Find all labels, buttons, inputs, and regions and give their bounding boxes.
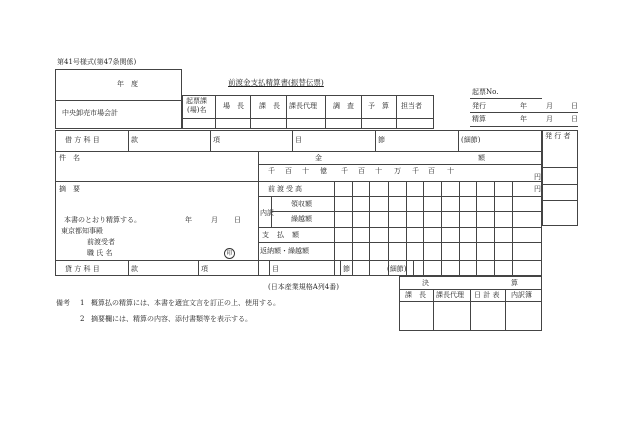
- settle-month: 月: [546, 115, 553, 123]
- digit-5: 千: [341, 167, 348, 175]
- collection-label: 領収額: [291, 200, 312, 208]
- certification-day: 日: [234, 216, 241, 224]
- paper-spec: (日本産業規格A列4番): [268, 283, 339, 291]
- drafter-label-1: 起票課: [186, 97, 207, 105]
- issuer-box: [542, 130, 578, 226]
- approval-deputy: 課長代理: [289, 102, 317, 110]
- amount-label: 金: [315, 154, 322, 162]
- credit-clause: 節: [343, 265, 350, 273]
- org-name: 中央卸売市場会計: [62, 109, 118, 117]
- digit-7: 十: [375, 167, 382, 175]
- digit-1: 千: [268, 167, 275, 175]
- debit-label: 借 方 科 目: [65, 136, 100, 144]
- debit-item: 項: [213, 136, 220, 144]
- certification-month: 月: [211, 216, 218, 224]
- settle-day: 日: [571, 115, 578, 123]
- digit-3: 十: [302, 167, 309, 175]
- digit-4: 億: [320, 167, 327, 175]
- digit-9: 千: [412, 167, 419, 175]
- debit-detail: (細節): [461, 136, 481, 144]
- note-2-text: 摘要欄には、精算の内容、添付書類等を表示する。: [91, 315, 252, 323]
- return-carry-label: 返納額・繰越額: [260, 247, 309, 255]
- digit-11: 十: [447, 167, 454, 175]
- notes-label: 備考: [56, 299, 70, 307]
- advance-received-label: 前渡受高: [268, 185, 304, 193]
- digit-6: 百: [358, 167, 365, 175]
- fiscal-year-label: 年 度: [117, 80, 138, 88]
- digit-10: 百: [428, 167, 435, 175]
- digit-2: 百: [285, 167, 292, 175]
- decision-label-right: 算: [511, 279, 518, 287]
- decision-section-chief: 課 長: [405, 291, 426, 299]
- settle-label: 精算: [472, 115, 486, 123]
- certification-year: 年: [185, 216, 192, 224]
- note-1-num: 1: [80, 299, 85, 307]
- payment-label: 支払額: [262, 231, 307, 239]
- header-block: [55, 69, 182, 129]
- approval-person-in-charge: 担当者: [401, 102, 422, 110]
- issue-year: 年: [520, 102, 527, 110]
- issue-month: 月: [546, 102, 553, 110]
- case-label: 件 名: [59, 154, 80, 162]
- yen-2: 円: [534, 185, 541, 193]
- breakdown-label: 内訳: [260, 209, 274, 217]
- credit-target: 目: [272, 265, 279, 273]
- summary-label: 摘 要: [59, 185, 80, 193]
- approval-section-chief: 課 長: [259, 102, 280, 110]
- form-title: 前渡金支払精算書(振替伝票): [228, 78, 324, 87]
- settle-year: 年: [520, 115, 527, 123]
- decision-breakdown-book: 内訳簿: [511, 291, 532, 299]
- credit-item: 項: [201, 265, 208, 273]
- certification-governor: 東京都知事殿: [61, 227, 103, 235]
- note-1-text: 概算払の精算には、本書を適宜文言を訂正の上、使用する。: [91, 299, 280, 307]
- seal-circle: 印: [224, 248, 235, 259]
- issue-day: 日: [571, 102, 578, 110]
- approval-budget: 予 算: [368, 102, 389, 110]
- certification-position-name: 職 氏 名: [87, 249, 113, 257]
- digit-8: 万: [394, 167, 401, 175]
- credit-detail: (細節): [387, 265, 407, 273]
- certification-recipient: 前渡受者: [87, 238, 115, 246]
- approval-investigation: 調 査: [333, 102, 354, 110]
- decision-deputy: 課長代理: [436, 291, 464, 299]
- credit-section: 款: [131, 265, 138, 273]
- yen-1: 円: [534, 173, 541, 181]
- certification-statement: 本書のとおり精算する。: [64, 216, 141, 224]
- drafter-label-2: (場)名: [187, 106, 207, 114]
- form-number: 第41号様式(第47条関係): [57, 58, 137, 66]
- debit-section: 款: [131, 136, 138, 144]
- credit-label: 貸 方 科 目: [65, 265, 100, 273]
- issue-label: 発行: [472, 102, 486, 110]
- issuer-label: 発 行 者: [545, 132, 571, 140]
- debit-clause: 節: [378, 136, 385, 144]
- carry-over-label: 繰越額: [291, 215, 312, 223]
- decision-daily-table: 日 計 表: [474, 291, 500, 299]
- debit-target: 目: [295, 136, 302, 144]
- draft-no-label: 起票No.: [472, 88, 499, 96]
- note-2-num: 2: [80, 315, 85, 323]
- amount-label-2: 額: [478, 154, 485, 162]
- approval-mayor: 場 長: [223, 102, 244, 110]
- decision-label-left: 決: [422, 279, 429, 287]
- seal-mark: [224, 248, 235, 259]
